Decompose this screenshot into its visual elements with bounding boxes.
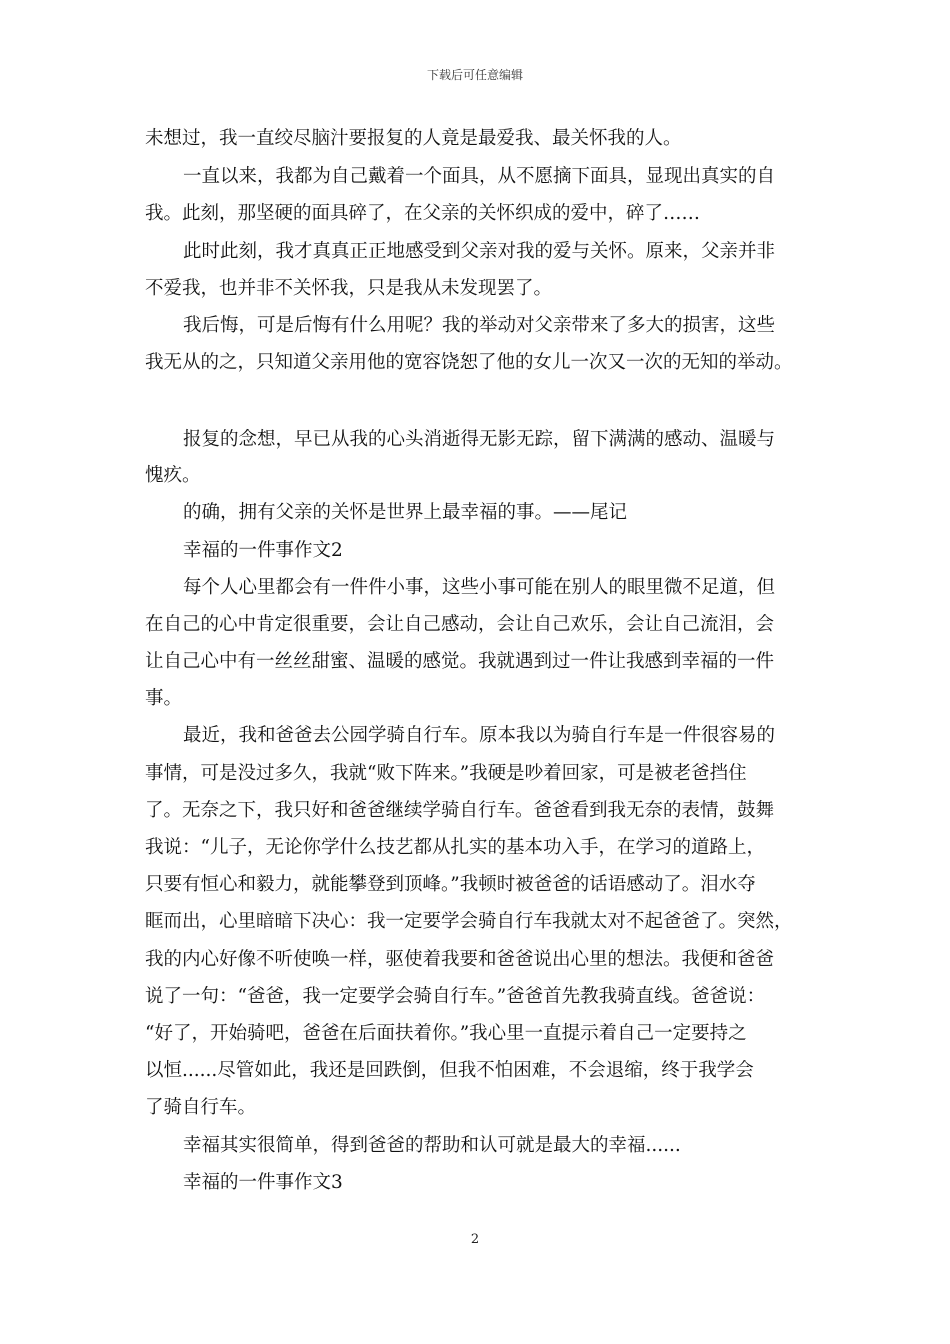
text-line: 报复的念想，早已从我的心头消逝得无影无踪，留下满满的感动、温暖与 — [183, 429, 776, 450]
page-number: 2 — [470, 1232, 480, 1247]
text-line: 此时此刻，我才真真正正地感受到父亲对我的爱与关怀。原来，父亲并非 — [183, 241, 776, 262]
text-line: 只要有恒心和毅力，就能攀登到顶峰。”我顿时被爸爸的话语感动了。泪水夺 — [145, 874, 756, 895]
text-line: 我的内心好像不听使唤一样，驱使着我要和爸爸说出心里的想法。我便和爸爸 — [145, 949, 775, 970]
text-line: 让自己心中有一丝丝甜蜜、温暖的感觉。我就遇到过一件让我感到幸福的一件 — [145, 651, 775, 672]
text-line: 幸福其实很简单，得到爸爸的帮助和认可就是最大的幸福...... — [183, 1135, 681, 1156]
text-line: 未想过，我一直绞尽脑汁要报复的人竟是最爱我、最关怀我的人。 — [145, 128, 682, 149]
text-line: 不爱我，也并非不关怀我，只是我从未发现罢了。 — [145, 278, 553, 299]
text-line: 愧疚。 — [145, 465, 201, 486]
text-line: 眶而出，心里暗暗下决心：我一定要学会骑自行车我就太对不起爸爸了。突然， — [145, 911, 793, 932]
section-heading: 幸福的一件事作文2 — [183, 540, 343, 561]
text-line: 了。无奈之下，我只好和爸爸继续学骑自行车。爸爸看到我无奈的表情，鼓舞 — [145, 800, 775, 821]
text-line: 在自己的心中肯定很重要，会让自己感动，会让自己欢乐，会让自己流泪，会 — [145, 614, 775, 635]
text-line: 我说：“儿子，无论你学什么技艺都从扎实的基本功入手，在学习的道路上， — [145, 837, 765, 858]
text-line: 我无从的之，只知道父亲用他的宽容饶恕了他的女儿一次又一次的无知的举动。 — [145, 352, 793, 373]
text-line: 了骑自行车。 — [145, 1097, 257, 1118]
text-line: 事情，可是没过多久，我就“败下阵来。”我硬是吵着回家，可是被老爸挡住 — [145, 763, 747, 784]
text-line: 说了一句：“爸爸，我一定要学会骑自行车。”爸爸首先教我骑直线。爸爸说： — [145, 986, 766, 1007]
text-line: 的确，拥有父亲的关怀是世界上最幸福的事。——尾记 — [183, 502, 628, 523]
text-line: 我。此刻，那坚硬的面具碎了，在父亲的关怀织成的爱中，碎了…… — [145, 203, 701, 224]
page-header: 下载后可任意编辑 — [426, 68, 523, 82]
text-line: 最近，我和爸爸去公园学骑自行车。原本我以为骑自行车是一件很容易的 — [183, 725, 776, 746]
text-line: 每个人心里都会有一件件小事，这些小事可能在别人的眼里微不足道，但 — [183, 577, 776, 598]
text-line: 我后悔，可是后悔有什么用呢？我的举动对父亲带来了多大的损害，这些 — [183, 315, 776, 336]
section-heading: 幸福的一件事作文3 — [183, 1172, 343, 1193]
text-line: 以恒......尽管如此，我还是回跌倒，但我不怕困难，不会退缩，终于我学会 — [145, 1060, 754, 1081]
text-line: 一直以来，我都为自己戴着一个面具，从不愿摘下面具，显现出真实的自 — [183, 166, 776, 187]
text-line: “好了，开始骑吧，爸爸在后面扶着你。”我心里一直提示着自己一定要持之 — [145, 1023, 747, 1044]
text-line: 事。 — [145, 688, 183, 709]
